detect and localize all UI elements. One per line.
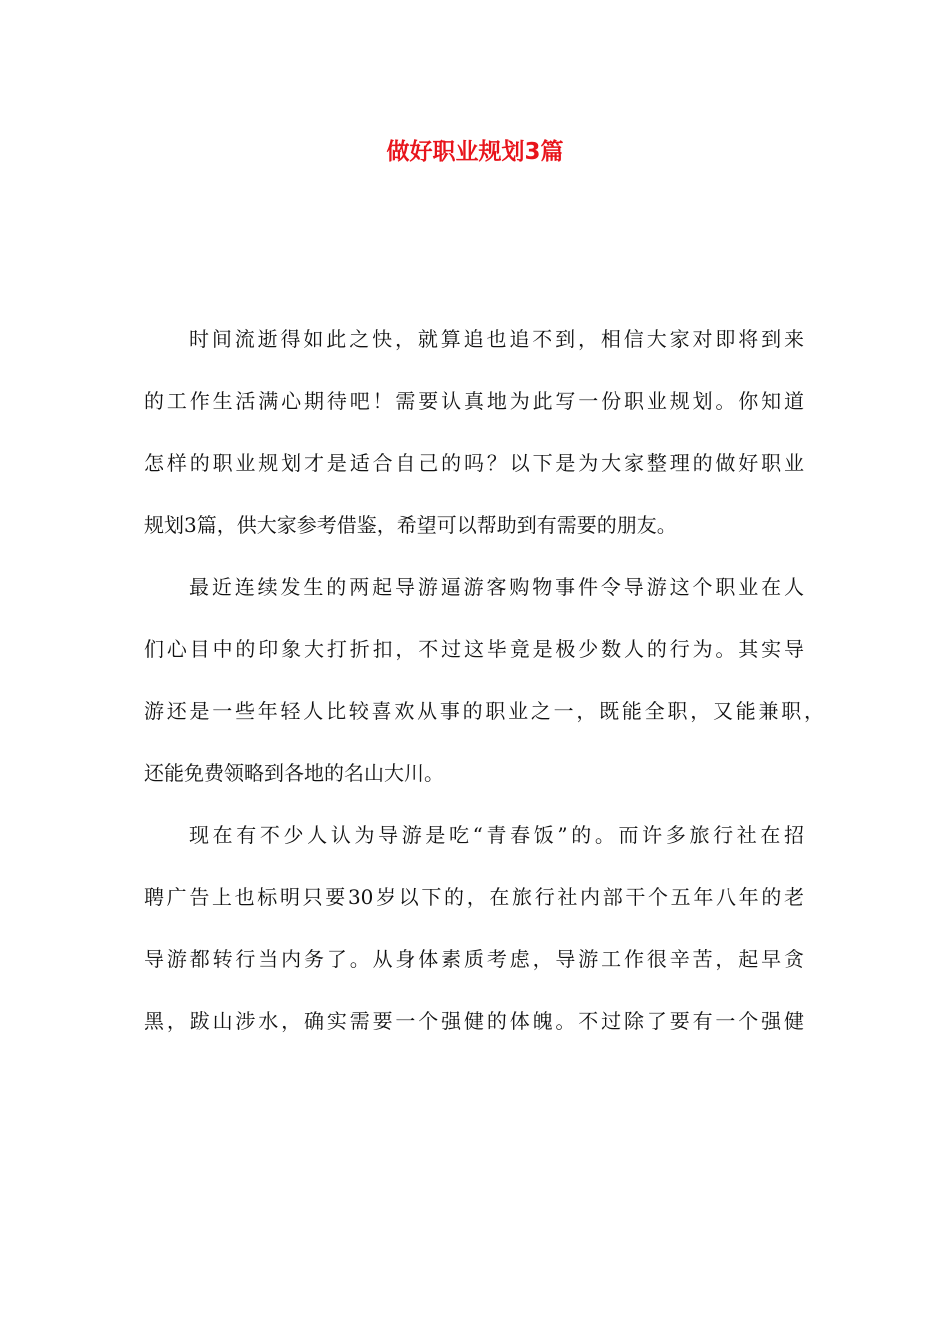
paragraph-line: 游还是一些年轻人比较喜欢从事的职业之一，既能全职，又能兼职，	[144, 699, 824, 723]
document-title: 做好职业规划3篇	[386, 139, 564, 165]
paragraph-line: 的工作生活满心期待吧！需要认真地为此写一份职业规划。你知道	[144, 389, 804, 413]
paragraph-line: 黑，跋山涉水，确实需要一个强健的体魄。不过除了要有一个强健	[144, 1009, 804, 1033]
paragraph-line: 们心目中的印象大打折扣，不过这毕竟是极少数人的行为。其实导	[144, 637, 804, 661]
document-body	[144, 319, 824, 1063]
paragraph-line: 导游都转行当内务了。从身体素质考虑，导游工作很辛苦，起早贪	[144, 947, 804, 971]
paragraph-line: 最近连续发生的两起导游逼游客购物事件令导游这个职业在人	[189, 575, 804, 599]
paragraph-line: 聘广告上也标明只要30岁以下的，在旅行社内部干个五年八年的老	[144, 885, 804, 909]
paragraph-line: 规划3篇，供大家参考借鉴，希望可以帮助到有需要的朋友。	[144, 513, 677, 537]
paragraph-line: 还能免费领略到各地的名山大川。	[144, 761, 444, 785]
paragraph-line: 怎样的职业规划才是适合自己的吗？以下是为大家整理的做好职业	[144, 451, 804, 475]
paragraph-line: 时间流逝得如此之快，就算追也追不到，相信大家对即将到来	[189, 327, 804, 351]
paragraph-line: 现在有不少人认为导游是吃“青春饭”的。而许多旅行社在招	[189, 823, 804, 847]
